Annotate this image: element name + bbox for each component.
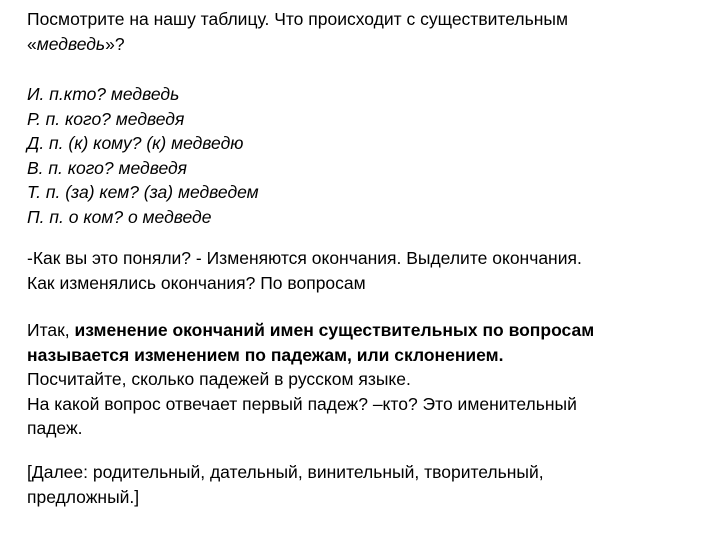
- further-cases-note: [27, 460, 707, 509]
- case-row-instrumental: Т. п. (за) кем? (за) медведем: [27, 182, 259, 202]
- conclusion-lead: Итак,: [27, 320, 75, 340]
- case-row-nominative: И. п.кто? медведь: [27, 84, 180, 104]
- conclusion-paragraph: [27, 318, 707, 441]
- intro-line-1: Посмотрите на нашу таблицу. Что происходит с существительным: [27, 9, 568, 29]
- definition-bold-1: изменение окончаний имен существительных по вопросам: [74, 320, 595, 340]
- conclusion-line-5: падеж.: [27, 418, 83, 438]
- conclusion-line-4: На какой вопрос отвечает первый падеж? –кто? Это именительный: [27, 393, 577, 414]
- conclusion-line-3: Посчитайте, сколько падежей в русском языке.: [27, 369, 411, 389]
- discussion-paragraph: [27, 246, 707, 295]
- quoted-word: медведь: [36, 33, 106, 54]
- discussion-line-2: Как изменялись окончания? По вопросам: [27, 272, 366, 293]
- intro-question: [27, 7, 707, 56]
- quote-open: «: [27, 33, 37, 54]
- definition-bold-2: называется изменением по падежам, или склонением.: [27, 344, 504, 365]
- case-row-genitive: Р. п. кого? медведя: [27, 108, 185, 129]
- case-row-accusative: В. п. кого? медведя: [27, 157, 188, 178]
- declension-table: [27, 82, 707, 229]
- conclusion-line-1: [27, 318, 707, 343]
- quote-close: »?: [105, 33, 125, 54]
- case-row-prepositional: П. п. о ком? о медведе: [27, 206, 212, 227]
- note-line-1: [Далее: родительный, дательный, винительный, творительный,: [27, 462, 544, 482]
- intro-line-2: [27, 32, 707, 57]
- note-line-2: предложный.]: [27, 486, 140, 507]
- discussion-line-1: -Как вы это поняли? - Изменяются окончания. Выделите окончания.: [27, 248, 582, 268]
- case-row-dative: Д. п. (к) кому? (к) медведю: [27, 133, 244, 153]
